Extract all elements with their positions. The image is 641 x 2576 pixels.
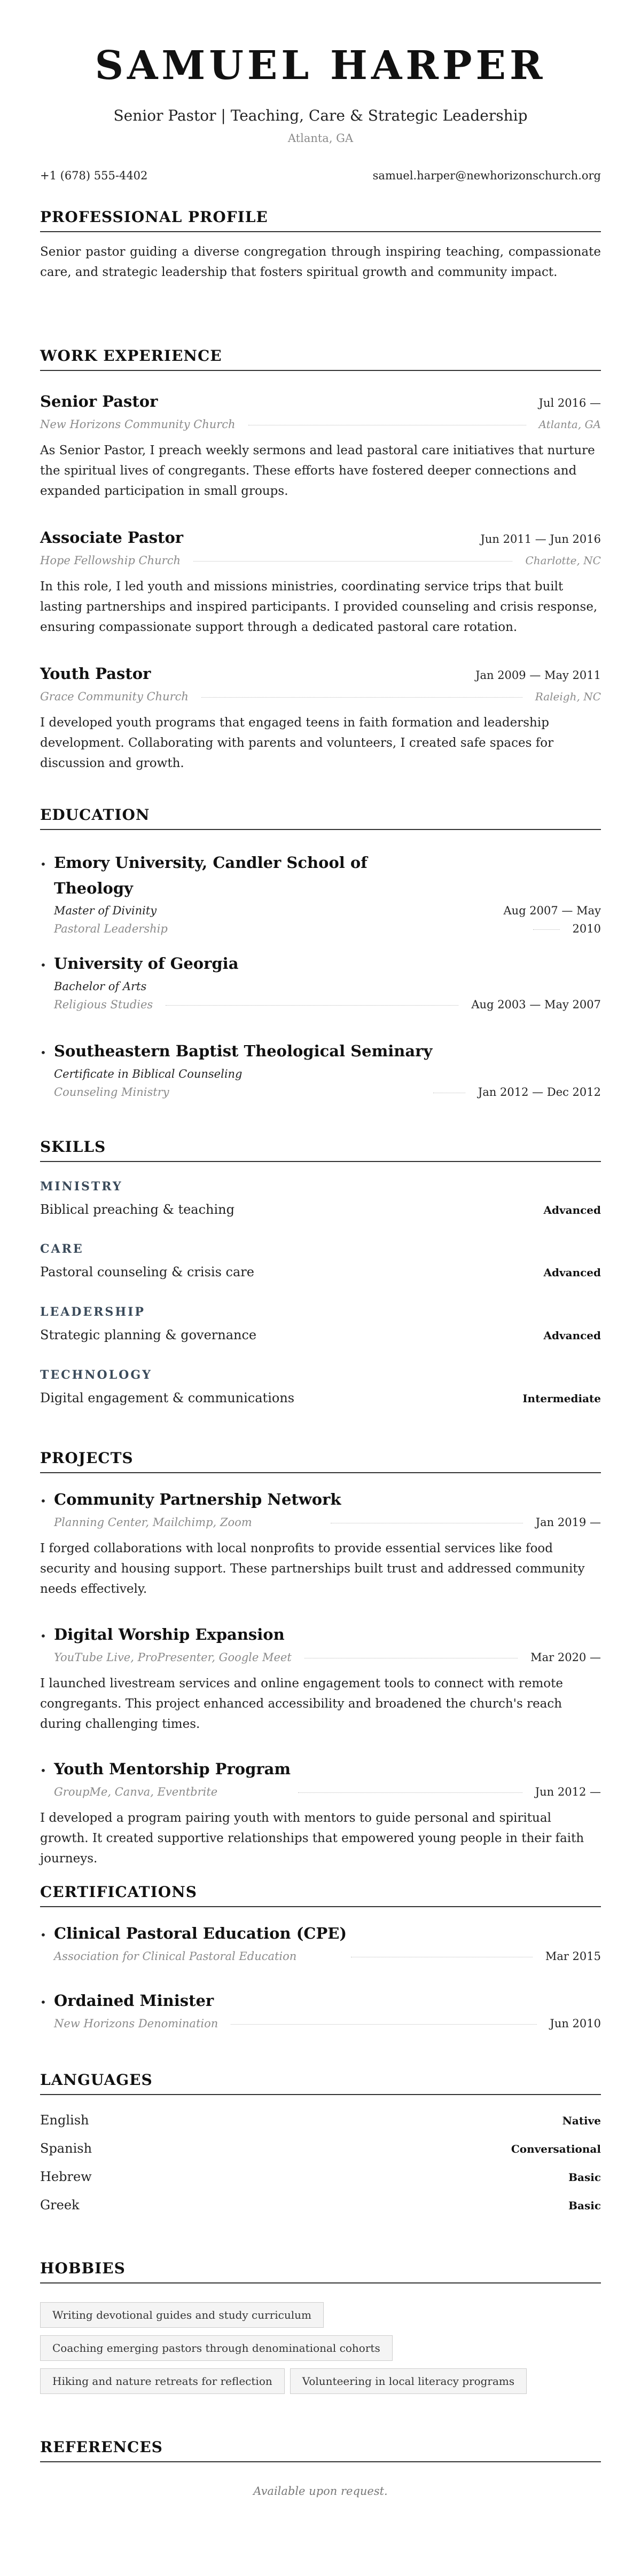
candidate-title: Senior Pastor | Teaching, Care & Strategic Leadership [113,107,528,124]
hobbies-heading: HOBBIES [40,2259,601,2283]
skill-level: Advanced [543,1204,601,1216]
profile-heading: PROFESSIONAL PROFILE [40,208,601,232]
dotted-leader [231,2024,537,2025]
job-location: Raleigh, NC [535,690,601,703]
skill-group [40,1180,601,1217]
project-description: I launched livestream services and online engagement tools to connect with remote congregants. This project enhanced accessibility and broadened the church's reach during challenging times. [40,1677,563,1731]
dotted-leader [298,1792,522,1793]
language-name: Hebrew [40,2169,92,2184]
job-location: Charlotte, NC [525,554,601,567]
projects-heading: PROJECTS [40,1449,601,1473]
degree-name: Bachelor of Arts [54,980,147,993]
education-heading: EDUCATION [40,806,601,830]
hobbies-section [40,2259,601,2283]
experience-item [40,392,601,501]
languages-section [40,2071,601,2095]
project-item [40,1760,601,1869]
profile-section [40,208,601,282]
certification-issuer: Association for Clinical Pastoral Education [54,1950,297,1963]
skill-category: CARE [40,1242,84,1256]
certification-name: Ordained Minister [54,1992,214,2010]
language-name: Greek [40,2198,80,2212]
job-description: As Senior Pastor, I preach weekly sermons and lead pastoral care initiatives that nurture the spiritual lives of congregants. These efforts have fostered deeper connections and expanded participation in small groups. [40,444,595,498]
certification-item [40,1992,601,2030]
education-date: Aug 2007 — May [503,904,601,917]
language-item [40,2169,601,2184]
degree-name: Master of Divinity [54,904,157,917]
certification-name: Clinical Pastoral Education (CPE) [54,1924,347,1942]
project-description: I developed a program pairing youth with mentors to guide personal and spiritual growth. It created supportive relationships that empowered young people in their faith journeys. [40,1811,584,1866]
project-name: Digital Worship Expansion [54,1625,285,1643]
skill-group [40,1368,601,1405]
hobby-tag: Writing devotional guides and study curriculum [40,2302,324,2328]
education-item [40,954,601,1011]
job-title: Senior Pastor [40,392,158,410]
education-item [40,850,601,935]
skills-section [40,1138,601,1162]
education-section [40,806,601,830]
languages-heading: LANGUAGES [40,2071,601,2095]
references-section [40,2438,601,2498]
school-name: Southeastern Baptist Theological Seminary [54,1042,433,1060]
project-item [40,1490,601,1599]
job-description: I developed youth programs that engaged teens in faith formation and leadership development. Collaborating with parents and volunteers, I created safe spaces for discussion and growth. [40,716,554,770]
project-tools: Planning Center, Mailchimp, Zoom [54,1516,252,1529]
email-address[interactable]: samuel.harper@newhorizonschurch.org [372,169,601,182]
hobby-tag: Volunteering in local literacy programs [290,2368,527,2394]
language-item [40,2198,601,2212]
hobby-tag: Hiking and nature retreats for reflection [40,2368,285,2394]
education-date: Aug 2003 — May 2007 [471,998,601,1011]
project-date: Jan 2019 — [535,1516,601,1529]
field-of-study: Religious Studies [54,998,153,1011]
profile-text: Senior pastor guiding a diverse congregation through inspiring teaching, compassionate care, and strategic leadership that fosters spiritual growth and community impact. [40,245,601,279]
dotted-leader [166,1005,458,1006]
certification-item [40,1924,601,1963]
language-item [40,2113,601,2128]
bullet-icon: • [40,1929,46,1941]
dotted-leader [533,929,560,930]
degree-name: Certificate in Biblical Counseling [54,1068,243,1080]
language-level: Basic [568,2199,601,2212]
language-level: Basic [568,2171,601,2184]
field-of-study: Counseling Ministry [54,1086,169,1099]
bullet-icon: • [40,1764,46,1777]
education-date-cont: 2010 [572,922,601,935]
references-heading: REFERENCES [40,2438,601,2462]
bullet-icon: • [40,959,46,971]
job-organization: Grace Community Church [40,690,189,703]
language-list [40,2113,601,2212]
job-date: Jul 2016 — [538,397,601,409]
job-title: Youth Pastor [40,665,151,683]
skills-heading: SKILLS [40,1138,601,1162]
language-level: Conversational [511,2143,601,2155]
experience-section [40,347,601,371]
project-name: Youth Mentorship Program [54,1760,291,1778]
skill-category: LEADERSHIP [40,1305,145,1319]
language-name: Spanish [40,2141,92,2156]
language-item [40,2141,601,2156]
certification-issuer: New Horizons Denomination [54,2017,218,2030]
certifications-section [40,1883,601,1907]
school-name: University of Georgia [54,954,239,973]
experience-item [40,665,601,773]
school-name: Emory University, Candler School of Theology [54,854,368,897]
dotted-leader [201,697,522,698]
dotted-leader [193,561,512,562]
candidate-location: Atlanta, GA [287,132,354,145]
project-description: I forged collaborations with local nonprofits to provide essential services like food security and housing support. These partnerships built trust and addressed community needs effectively. [40,1542,585,1596]
project-tools: YouTube Live, ProPresenter, Google Meet [54,1651,292,1664]
experience-item [40,528,601,637]
project-item [40,1625,601,1734]
language-level: Native [562,2114,601,2127]
job-date: Jun 2011 — Jun 2016 [480,533,601,546]
resume-header [40,0,601,182]
skill-name: Biblical preaching & teaching [40,1202,234,1217]
skill-level: Advanced [543,1329,601,1342]
job-title: Associate Pastor [40,528,184,547]
job-organization: New Horizons Community Church [40,418,236,431]
skill-category: TECHNOLOGY [40,1368,152,1382]
project-name: Community Partnership Network [54,1490,341,1508]
bullet-icon: • [40,1996,46,2009]
skill-category: MINISTRY [40,1180,123,1194]
job-location: Atlanta, GA [538,418,601,431]
experience-heading: WORK EXPERIENCE [40,347,601,371]
bullet-icon: • [40,1630,46,1642]
education-date: Jan 2012 — Dec 2012 [478,1086,601,1099]
bullet-icon: • [40,1046,46,1059]
skill-name: Digital engagement & communications [40,1390,295,1405]
skill-level: Advanced [543,1266,601,1279]
certification-date: Mar 2015 [545,1950,601,1963]
project-date: Jun 2012 — [535,1785,601,1798]
field-of-study: Pastoral Leadership [54,922,168,935]
skill-name: Strategic planning & governance [40,1327,257,1342]
skill-group [40,1305,601,1342]
education-item [40,1042,601,1099]
project-date: Mar 2020 — [530,1651,601,1664]
references-text: Available upon request. [253,2485,388,2498]
job-organization: Hope Fellowship Church [40,554,181,567]
phone-number[interactable]: +1 (678) 555-4402 [40,169,148,182]
language-name: English [40,2113,89,2128]
skill-name: Pastoral counseling & crisis care [40,1265,254,1279]
projects-section [40,1449,601,1473]
bullet-icon: • [40,858,46,871]
certification-date: Jun 2010 [550,2017,601,2030]
contact-row [40,169,601,182]
skill-level: Intermediate [522,1392,601,1405]
project-tools: GroupMe, Canva, Eventbrite [54,1785,218,1798]
hobby-list [40,2302,601,2394]
job-description: In this role, I led youth and missions ministries, coordinating service trips that built lasting partnerships and inspired participants. I provided counseling and crisis response, ensuring compassionate support through a dedicated pastoral care rotation. [40,580,598,634]
job-date: Jan 2009 — May 2011 [475,669,601,682]
hobby-tag: Coaching emerging pastors through denominational cohorts [40,2335,393,2361]
candidate-name: SAMUEL HARPER [95,43,546,89]
certifications-heading: CERTIFICATIONS [40,1883,601,1907]
bullet-icon: • [40,1495,46,1507]
skill-group [40,1242,601,1279]
